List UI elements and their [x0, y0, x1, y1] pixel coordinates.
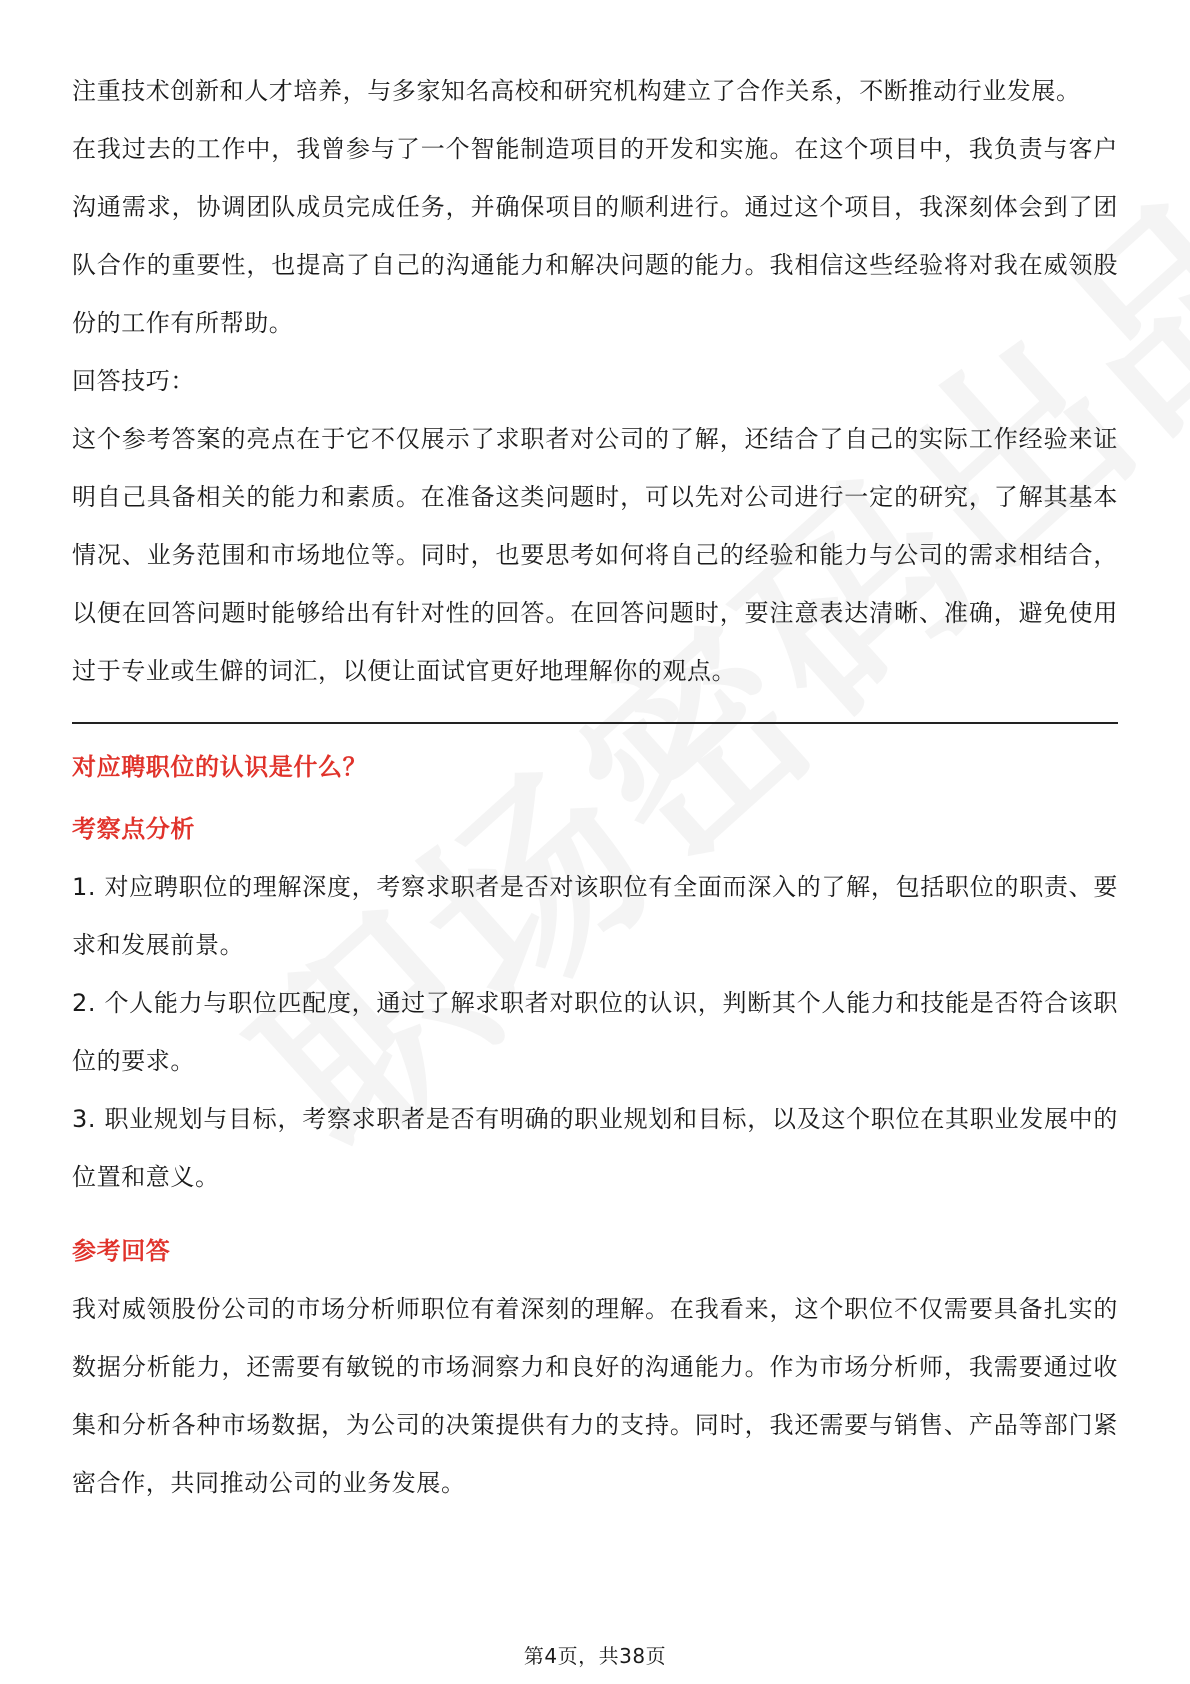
document-page	[72, 62, 1118, 1512]
analysis-point-1: 1. 对应聘职位的理解深度，考察求职者是否对该职位有全面而深入的了解，包括职位的职责、要求和发展前景。	[72, 873, 1118, 959]
section-divider	[72, 722, 1118, 724]
page-number-footer: 第4页，共38页	[523, 1644, 667, 1668]
analysis-heading: 考察点分析	[72, 815, 195, 843]
tips-label: 回答技巧：	[72, 367, 195, 395]
intro-tail-paragraph: 注重技术创新和人才培养，与多家知名高校和研究机构建立了合作关系，不断推动行业发展。	[72, 77, 1081, 105]
answer-heading: 参考回答	[72, 1237, 171, 1265]
tips-paragraph: 这个参考答案的亮点在于它不仅展示了求职者对公司的了解，还结合了自己的实际工作经验来证明自己具备相关的能力和素质。在准备这类问题时，可以先对公司进行一定的研究，了解其基本情况、业务范围和市场地位等。同时，也要思考如何将自己的经验和能力与公司的需求相结合，以便在回答问题时能够给出有针对性的回答。在回答问题时，要注意表达清晰、准确，避免使用过于专业或生僻的词汇，以便让面试官更好地理解你的观点。	[72, 425, 1118, 685]
question-title: 对应聘职位的认识是什么？	[72, 753, 368, 781]
analysis-point-2: 2. 个人能力与职位匹配度，通过了解求职者对职位的认识，判断其个人能力和技能是否符合该职位的要求。	[72, 989, 1118, 1075]
answer-paragraph: 我对威领股份公司的市场分析师职位有着深刻的理解。在我看来，这个职位不仅需要具备扎实的数据分析能力，还需要有敏锐的市场洞察力和良好的沟通能力。作为市场分析师，我需要通过收集和分析各种市场数据，为公司的决策提供有力的支持。同时，我还需要与销售、产品等部门紧密合作，共同推动公司的业务发展。	[72, 1295, 1118, 1497]
experience-paragraph: 在我过去的工作中，我曾参与了一个智能制造项目的开发和实施。在这个项目中，我负责与客户沟通需求，协调团队成员完成任务，并确保项目的顺利进行。通过这个项目，我深刻体会到了团队合作的重要性，也提高了自己的沟通能力和解决问题的能力。我相信这些经验将对我在威领股份的工作有所帮助。	[72, 135, 1118, 337]
analysis-point-3: 3. 职业规划与目标，考察求职者是否有明确的职业规划和目标，以及这个职位在其职业发展中的位置和意义。	[72, 1105, 1118, 1191]
